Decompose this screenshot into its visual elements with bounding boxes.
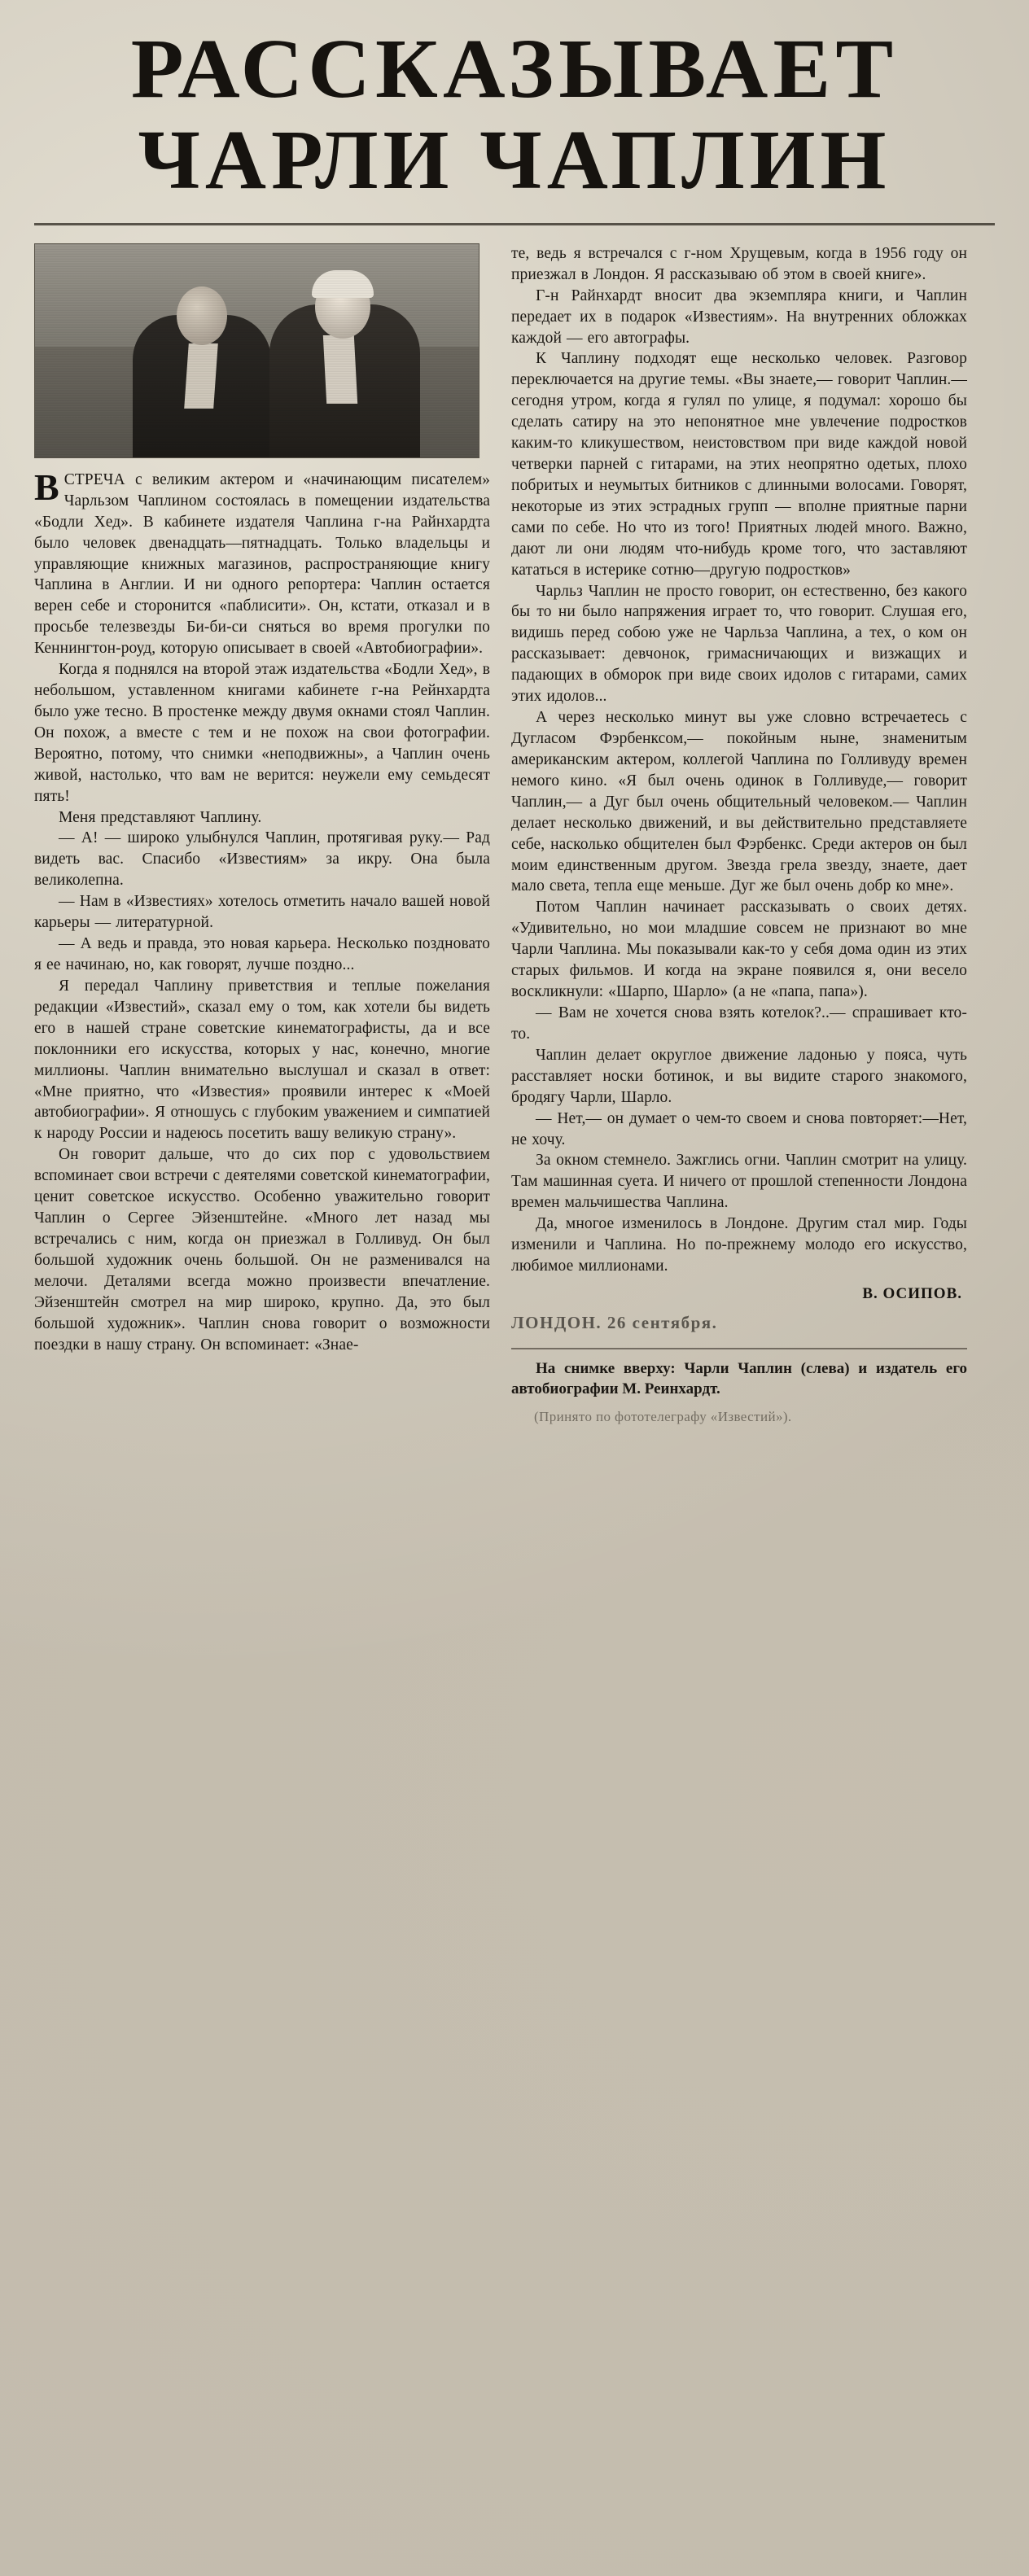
author-signature: В. ОСИПОВ. bbox=[862, 1284, 962, 1302]
drop-cap: В bbox=[34, 466, 59, 508]
paragraph: За окном стемнело. Зажглись огни. Чаплин смотрит на улицу. Там машинная суета. И ничего от прошлой степенности Лондона времен мальчишества Чаплина. bbox=[511, 1152, 967, 1212]
paragraph: — Нам в «Известиях» хотелось отметить начало вашей новой карьеры — литературной. bbox=[34, 893, 490, 932]
paragraph: СТРЕЧА с великим актером и «начинающим писателем» Чарльзом Чаплином состоялась в помещении издательства «Бодли Хед». В кабинете издателя Чаплина г-на Райнхардта было человек двенадцать—пятнадцать. Только владельцы и управляющие книжных магазинов, распространяющие книгу Чаплина в Англии. И ни одного репортера: Чаплин остается верен себе и сторонится «паблисити». Он, кстати, отказал и в просьбе телезвезды Би-би-си сняться во время прогулки по Кеннингтон-роуд, которую описывает в своей «Автобиографии». bbox=[34, 470, 490, 658]
paragraph: Да, многое изменилось в Лондоне. Другим стал мир. Годы изменили и Чаплина. Но по-прежнему молодо его искусство, любимое миллионами. bbox=[511, 1215, 967, 1275]
page-title bbox=[34, 22, 995, 207]
paragraph: Я передал Чаплину приветствия и теплые пожелания редакции «Известий», сказал ему о том, как хотели бы видеть его в нашей стране советские кинематографисты, да и все поклонники его искусства, которых у нас, конечно, многие миллионы. Чаплин внимательно выслушал и сказал в ответ: «Мне приятно, что «Известия» проявили интерес к «Моей автобиографии». Я отношусь с глубоким уважением и симпатией к народу России и надеюсь посетить вашу великую страну». bbox=[34, 977, 490, 1143]
headline-line-2: ЧАРЛИ ЧАПЛИН bbox=[138, 112, 891, 207]
paragraph: Когда я поднялся на второй этаж издательства «Бодли Хед», в небольшом, уставленном книгами кабинете г-на Рейнхардта было уже тесно. В простенке между двумя окнами стоял Чаплин. Он похож, а вместе с тем и не похож на свои фотографии. Вероятно, потому, что снимки «неподвижны», а Чаплин очень живой, настолько, что вам не верится: неужели ему семьдесят пять! bbox=[34, 661, 490, 805]
paragraph: — Вам не хочется снова взять котелок?..— спрашивает кто-то. bbox=[511, 1004, 967, 1043]
article-columns bbox=[34, 243, 995, 2490]
headline-divider bbox=[34, 223, 995, 225]
paragraph: Меня представляют Чаплину. bbox=[59, 808, 262, 826]
dateline: ЛОНДОН. 26 сентября. bbox=[511, 1312, 718, 1332]
right-column bbox=[511, 243, 967, 2490]
paragraph: — Нет,— он думает о чем-то своем и снова повторяет:—Нет, не хочу. bbox=[511, 1109, 967, 1148]
paragraph: Чарльз Чаплин не просто говорит, он естественно, без какого бы то ни было напряжения играет то, что говорит. Слушая его, видишь перед собою уже не Чарльза Чаплина, а тех, о ком он рассказывает: девчонок, гримасничающих и визжащих и падающих в обморок при виде своих идолов с гитарами, самих этих идолов... bbox=[511, 582, 967, 706]
lead-paragraph-block bbox=[34, 466, 490, 659]
left-column bbox=[34, 243, 490, 2490]
paragraph: Чаплин делает округлое движение ладонью у пояса, чуть расставляет носки ботинок, и вы видите старого знакомого, бродягу Чарли, Шарло. bbox=[511, 1046, 967, 1106]
caption-divider bbox=[511, 1348, 967, 1349]
chaplin-photo bbox=[34, 243, 479, 458]
paragraph: — А! — широко улыбнулся Чаплин, протягивая руку.— Рад видеть вас. Спасибо «Известиям» за икру. Она была великолепна. bbox=[34, 829, 490, 890]
paragraph: Потом Чаплин начинает рассказывать о своих детях. «Удивительно, но мои младшие совсем не признают во мне Чарли Чаплина. Мы показывали как-то у себя дома один из этих старых фильмов. И когда на экране появился я, они весело воскликнули: «Шарпо, Шарло» (а не «папа, папа»). bbox=[511, 899, 967, 1001]
paragraph: те, ведь я встречался с г-ном Хрущевым, когда в 1956 году он приезжал в Лондон. Я рассказываю об этом в своей книге». bbox=[511, 244, 967, 283]
paragraph: — А ведь и правда, это новая карьера. Несколько поздновато я ее начинаю, но, как говорят, лучше поздно... bbox=[34, 935, 490, 974]
paragraph: Он говорит дальше, что до сих пор с удовольствием вспоминает свои встречи с деятелями советской кинематографии, ценит советское искусство. Особенно уважительно говорит Чаплин о Сергее Эйзенштейне. «Много лет назад мы встречались с ним, когда он приезжал в Голливуд. Он был большой художник очень большой. Он не разменивался на мелочи. Деталями всегда можно произвести впечатление. Эйзенштейн смотрел на мир широко, крупно. Да, это был большой художник». Чаплин снова говорит о возможности поездки в нашу страну. Он вспоминает: «Знае- bbox=[34, 1146, 490, 1354]
photo-credit: (Принято по фототелеграфу «Известий»). bbox=[534, 1409, 792, 1425]
headline-line-1: РАССКАЗЫВАЕТ bbox=[130, 22, 899, 116]
paragraph: Г-н Райнхардт вносит два экземпляра книги, и Чаплин передает их в подарок «Известиям». На внутренних обложках каждой — его автографы. bbox=[511, 286, 967, 347]
photo-caption: На снимке вверху: Чарли Чаплин (слева) и издатель его автобиографии М. Реинхардт. bbox=[511, 1359, 967, 1397]
paragraph: А через несколько минут вы уже словно встречаетесь с Дугласом Фэрбенксом,— покойным ныне, знаменитым американским актером, коллегой Чаплина по Голливуду времен немого кино. «Я был очень одинок в Голливуде,— говорит Чаплин,— а Дуг был очень общительный человеком.— Чаплин делает несколько движений, и вы действительно представляете себе, насколько общителен был Фэрбенкс. Среди актеров он был моим единственным другом. Звезда грела звезду, знаете, дает мало света, тепла еще меньше. Дуг же был очень добр ко мне». bbox=[511, 709, 967, 895]
photo-grain-overlay bbox=[35, 244, 479, 457]
paragraph: К Чаплину подходят еще несколько человек. Разговор переключается на другие темы. «Вы знаете,— говорит Чаплин.— сегодня утром, когда я гулял по улице, я подумал: хорошо бы сделать сатиру на это непонятное мне увлечение подростков каким-то кликушеством, неистовством при виде каждой новой четверки парней с гитарами, на этих неопрятно одетых, плохо побритых и неумытых битников с длинными волосами. Говорят, некоторые из этих эстрадных групп — вполне приятные парни сами по себе. Но что из того! Приятных людей много. Важно, дают ли они людям что-нибудь кроме того, что заставляют кататься в истерике сотню—другую подростков» bbox=[511, 350, 967, 579]
